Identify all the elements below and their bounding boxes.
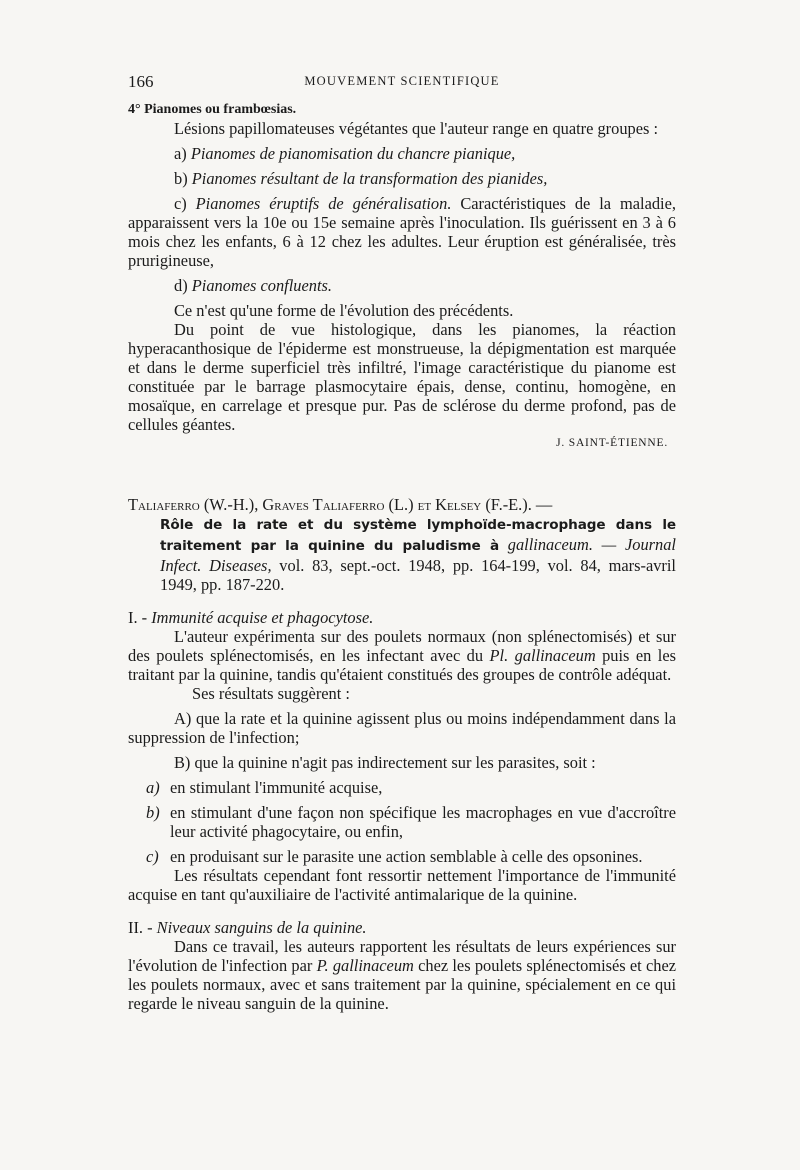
text-run: chez les poulets splénectomisés et chez les poulets normaux, avec et sans traitement par la quinine, spécialement en ce qui regarde le niveau sanguin de la quinine. <box>128 956 676 1013</box>
list-label: c) <box>174 194 187 213</box>
list-label: a) <box>146 778 160 797</box>
list-item-a <box>128 144 676 163</box>
species-name: P. gallinaceum <box>316 956 414 975</box>
list-text: Pianomes de pianomisation du chancre pianique, <box>190 144 516 163</box>
list-text-italic: Pianomes éruptifs de généralisation. <box>195 194 452 213</box>
paragraph <box>128 627 676 684</box>
text-run: Dans ce travail, les auteurs rapportent les résultats de leurs expériences sur l'évolution de l'infection par <box>128 937 676 975</box>
section-number: II. - <box>128 918 157 937</box>
section-title-text: Immunité acquise et phagocytose. <box>151 608 374 627</box>
section-title <box>128 918 676 937</box>
list-text: en stimulant d'une façon non spécifique les macrophages en vue d'accroître leur activité phagocytaire, ou enfin, <box>170 803 676 841</box>
section-title <box>128 608 676 627</box>
list-text: Pianomes confluents. <box>191 276 332 295</box>
list-label: b) <box>146 803 160 822</box>
running-title: MOUVEMENT SCIENTIFIQUE <box>304 74 500 88</box>
list-item-B: B) que la quinine n'agit pas indirectement sur les parasites, soit : <box>174 753 596 772</box>
text-run: L'auteur expérimenta sur des poulets normaux (non splénectomisés) et sur des poulets splénectomisés, en les infectant avec du <box>128 627 676 665</box>
list-item-d <box>128 276 676 295</box>
list-label: b) <box>174 169 188 188</box>
list-label: c) <box>146 847 159 866</box>
list-text: en produisant sur le parasite une action semblable à celle des opsonines. <box>170 847 643 866</box>
sub-list-item-a <box>146 778 676 797</box>
page-content <box>128 100 676 1013</box>
paragraph: Les résultats cependant font ressortir nettement l'importance de l'immunité acquise en tant qu'auxiliaire de l'activité antimalarique de la quinine. <box>128 866 676 904</box>
list-text: en stimulant l'immunité acquise, <box>170 778 383 797</box>
species-name: Pl. gallinaceum <box>489 646 596 665</box>
paragraph: Ses résultats suggèrent : <box>192 684 350 703</box>
list-text: Pianomes résultant de la transformation des pianides, <box>191 169 548 188</box>
paragraph: Lésions papillomateuses végétantes que l'auteur range en quatre groupes : <box>174 119 659 138</box>
running-header <box>128 72 676 94</box>
paragraph <box>128 937 676 1013</box>
paragraph: Ce n'est qu'une forme de l'évolution des précédents. <box>174 301 514 320</box>
species-name: gallinaceum. <box>499 535 593 554</box>
list-label: d) <box>174 276 188 295</box>
sub-list-item-c <box>146 847 676 866</box>
list-item-c <box>128 194 676 270</box>
author-signature: J. SAINT-ÉTIENNE. <box>556 437 668 449</box>
list-item-b <box>128 169 676 188</box>
journal-name: — Journal Infect. Diseases, <box>160 535 676 575</box>
sub-list-item-b <box>146 803 676 841</box>
sub-list <box>128 778 676 866</box>
section-number: I. - <box>128 608 152 627</box>
list-label: a) <box>174 144 187 163</box>
page-number: 166 <box>128 72 154 91</box>
section-heading: 4° Pianomes ou frambœsias. <box>128 102 297 117</box>
citation <box>128 495 676 514</box>
section-title-text: Niveaux sanguins de la quinine. <box>156 918 367 937</box>
paragraph: Du point de vue histologique, dans les pianomes, la réaction hyperacanthosique de l'épiderme est monstrueuse, la dépigmentation est marquée et dans le derme superficiel très infiltré, l'image caractéristique du pianome est constituée par le barrage plasmocytaire épais, dense, continu, homogène, en mosaïque, en carrelage et presque pur. Pas de sclérose du derme profond, pas de cellules géantes. <box>128 320 676 434</box>
text-run: puis en les traitant par la quinine, tandis qu'étaient constitués des groupes de contrôle adéquat. <box>128 646 676 684</box>
citation-refs: vol. 83, sept.-oct. 1948, pp. 164-199, vol. 84, mars-avril 1949, pp. 187-220. <box>160 556 676 594</box>
list-item-A: A) que la rate et la quinine agissent plus ou moins indépendamment dans la suppression de l'infection; <box>128 709 676 747</box>
list-text: Caractéristiques de la maladie, apparaissent vers la 10e ou 15e semaine après l'inoculation. Ils guérissent en 3 à 6 mois chez les enfants, 6 à 12 chez les adultes. Leur éruption est généralisée, très prurigineuse, <box>128 194 676 270</box>
citation-continuation <box>128 514 676 594</box>
article-title: Rôle de la rate et du système lymphoïde-macrophage dans le traitement par la quinine du paludisme à <box>160 517 676 554</box>
citation-authors: Taliaferro (W.-H.), Graves Taliaferro (L.) et Kelsey (F.-E.). — <box>128 495 553 514</box>
